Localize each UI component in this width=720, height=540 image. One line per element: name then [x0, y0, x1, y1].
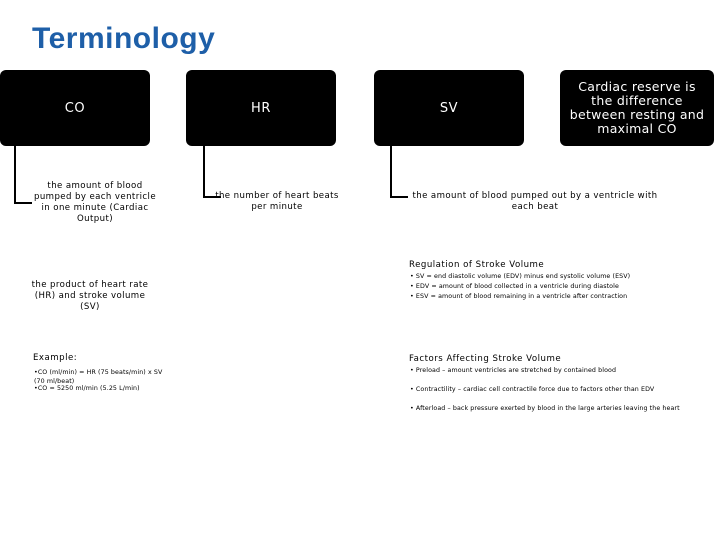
factors-heading: Factors Affecting Stroke Volume — [409, 354, 562, 364]
example-line: •CO (ml/min) = HR (75 beats/min) x SV (70 ml/beat) — [34, 369, 163, 385]
hr-box: HR — [186, 70, 336, 146]
hr-definition: the number of heart beats per minute — [215, 191, 339, 212]
sv-connector — [390, 146, 408, 198]
regulation-line: • ESV = amount of blood remaining in a ventricle after contraction — [410, 293, 628, 300]
co-box: CO — [0, 70, 150, 146]
sv-definition: the amount of blood pumped out by a ventricle with each beat — [412, 191, 658, 212]
page-title: Terminology — [32, 22, 216, 55]
regulation-line: • SV = end diastolic volume (EDV) minus end systolic volume (ESV) — [410, 273, 631, 280]
co-definition: the amount of blood pumped by each ventricle in one minute (Cardiac Output) — [33, 181, 157, 224]
co-formula: the product of heart rate (HR) and stroke volume (SV) — [31, 280, 149, 312]
factor-preload: • Preload – amount ventricles are stretched by contained blood — [410, 367, 617, 374]
example-line: •CO = 5250 ml/min (5.25 L/min) — [34, 385, 140, 392]
example-heading: Example: — [33, 353, 78, 363]
cardiac-reserve-box: Cardiac reserve is the difference between resting and maximal CO — [560, 70, 714, 146]
sv-box: SV — [374, 70, 524, 146]
regulation-line: • EDV = amount of blood collected in a ventricle during diastole — [410, 283, 619, 290]
factor-afterload: • Afterload – back pressure exerted by blood in the large arteries leaving the heart — [410, 405, 680, 412]
regulation-heading: Regulation of Stroke Volume — [409, 260, 545, 270]
factor-contractility: • Contractility – cardiac cell contractile force due to factors other than EDV — [410, 386, 655, 393]
